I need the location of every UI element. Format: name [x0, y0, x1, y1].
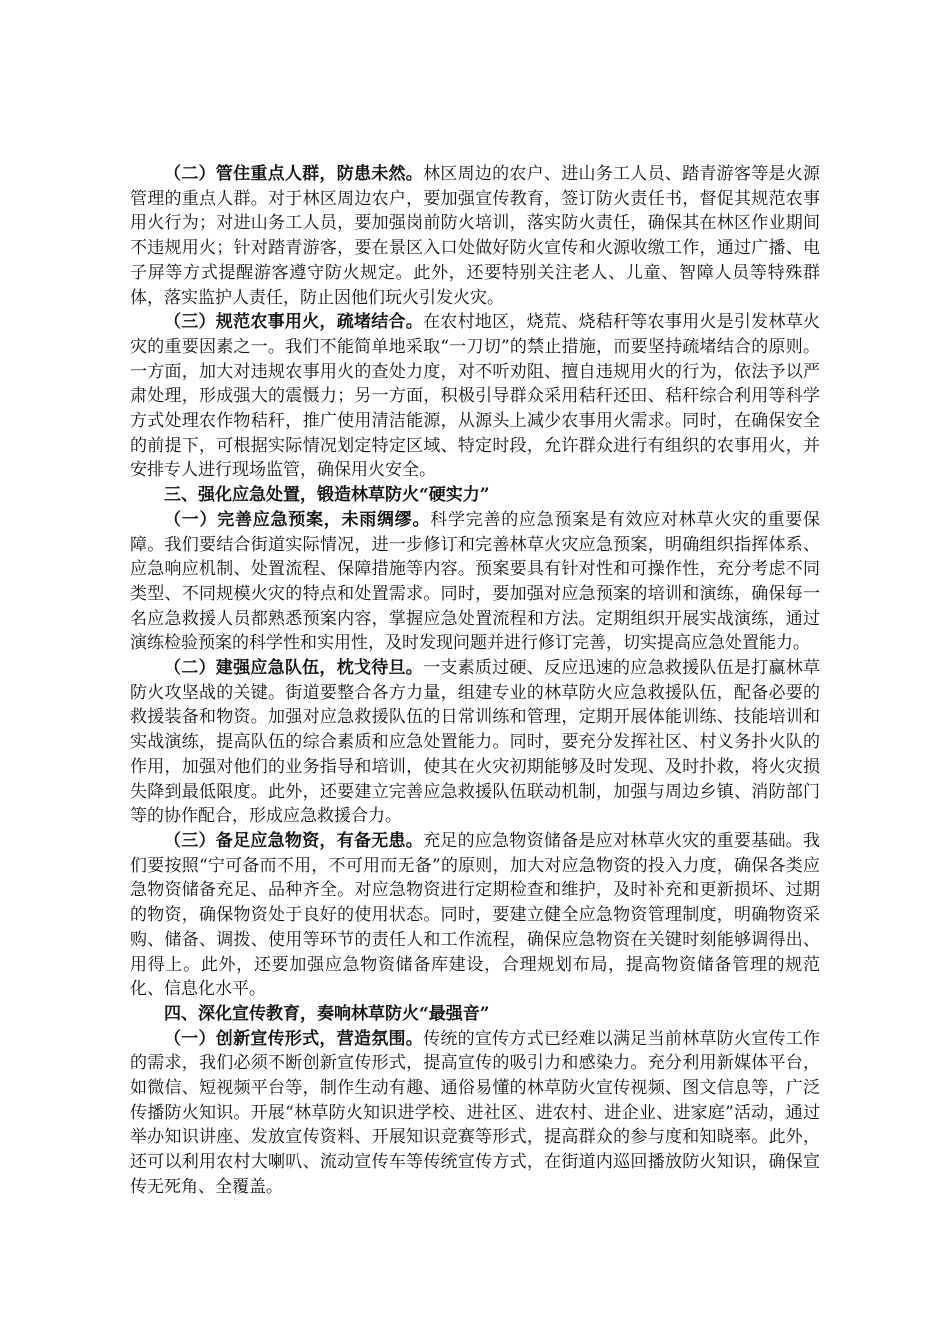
paragraph-lead: （二）管住重点人群，防患未然。: [164, 164, 424, 184]
paragraph-text: 科学完善的应急预案是有效应对林草火灾的重要保障。我们要结合街道实际情况，进一步修订和完善林草火灾应急预案，明确组织指挥体系、应急响应机制、处置流程、保障措施等内容。预案要具有针对性和可操作性，充分考虑不同类型、不同规模火灾的特点和处置需求。同时，要加强对应急预案的培训和演练，确保每一名应急救援人员都熟悉预案内容，掌握应急处置流程和方法。定期组织开展实战演练，通过演练检验预案的科学性和实用性，及时发现问题并进行修订完善，切实提高应急处置能力。: [130, 509, 820, 654]
paragraph-key-groups: [130, 162, 820, 310]
section-heading-publicity: 四、深化宣传教育，奏响林草防火“最强音”: [164, 1003, 490, 1024]
paragraph-emergency-team: [130, 656, 820, 829]
paragraph-text: 在农村地区，烧荒、烧秸秆等农事用火是引发林草火灾的重要因素之一。我们不能简单地采取“一刀切”的禁止措施，而要坚持疏堵结合的原则。一方面，加大对违规农事用火的查处力度，对不听劝阻、擅自违规用火的行为，依法予以严肃处理，形成强大的震慑力；另一方面，积极引导群众采用秸秆还田、秸秆综合利用等科学方式处理农作物秸秆，推广使用清洁能源，从源头上减少农事用火需求。同时，在确保安全的前提下，可根据实际情况划定特定区域、特定时段，允许群众进行有组织的农事用火，并安排专人进行现场监管，确保用火安全。: [130, 312, 821, 481]
paragraph-farm-fire: [130, 310, 820, 483]
paragraph-publicity-forms: [130, 1027, 820, 1200]
paragraph-text: 一支素质过硬、反应迅速的应急救援队伍是打赢林草防火攻坚战的关键。街道要整合各方力量，组建专业的林草防火应急救援队伍，配备必要的救援装备和物资。加强对应急救援队伍的日常训练和管理，定期开展体能训练、技能培训和实战演练，提高队伍的综合素质和应急处置能力。同时，要充分发挥社区、村义务扑火队的作用，加强对他们的业务指导和培训，使其在火灾初期能够及时发现、及时扑救，将火灾损失降到最低限度。此外，还要建立完善应急救援队伍联动机制，加强与周边乡镇、消防部门等的协作配合，形成应急救援合力。: [130, 658, 821, 827]
paragraph-text: 充足的应急物资储备是应对林草火灾的重要基础。我们要按照“宁可备而不用，不可用而无备”的原则，加大对应急物资的投入力度，确保各类应急物资储备充足、品种齐全。对应急物资进行定期检查和维护，及时补充和更新损坏、过期的物资，确保物资处于良好的使用状态。同时，要建立健全应急物资管理制度，明确物资采购、储备、调拨、使用等环节的责任人和工作流程，确保应急物资在关键时刻能够调得出、用得上。此外，还要加强应急物资储备库建设，合理规划布局，提高物资储备管理的规范化、信息化水平。: [130, 830, 821, 1000]
paragraph-lead: （二）建强应急队伍，枕戈待旦。: [164, 658, 424, 679]
paragraph-text: 传统的宣传方式已经难以满足当前林草防火宣传工作的需求，我们必须不断创新宣传形式，提高宣传的吸引力和感染力。充分利用新媒体平台，如微信、短视频平台等，制作生动有趣、通俗易懂的林草防火宣传视频、图文信息等，广泛传播防火知识。开展“林草防火知识进学校、进社区、进农村、进企业、进家庭”活动，通过举办知识讲座、发放宣传资料、开展知识竞赛等形式，提高群众的参与度和知晓率。此外，还可以利用农村大喇叭、流动宣传车等传统宣传方式，在街道内巡回播放防火知识，确保宣传无死角、全覆盖。: [130, 1028, 821, 1197]
paragraph-emergency-plan: [130, 508, 820, 656]
paragraph-lead: （三）规范农事用火，疏堵结合。: [164, 312, 424, 333]
section-heading-emergency: 三、强化应急处置，锻造林草防火“硬实力”: [164, 485, 490, 506]
paragraph-lead: （一）创新宣传形式，营造氛围。: [164, 1028, 424, 1049]
document-body: [130, 162, 820, 1200]
paragraph-text: 林区周边的农户、进山务工人员、踏青游客等是火源管理的重点人群。对于林区周边农户，要加强宣传教育，签订防火责任书，督促其规范农事用火行为；对进山务工人员，要加强岗前防火培训，落实防火责任，确保其在林区作业期间不违规用火；针对踏青游客，要在景区入口处做好防火宣传和火源收缴工作，通过广播、电子屏等方式提醒游客遵守防火规定。此外，还要特别关注老人、儿童、智障人员等特殊群体，落实监护人责任，防止因他们玩火引发火灾。: [130, 164, 821, 308]
paragraph-emergency-supplies: [130, 829, 820, 1002]
paragraph-lead: （三）备足应急物资，有备无患。: [164, 830, 424, 851]
paragraph-lead: （一）完善应急预案，未雨绸缪。: [164, 509, 431, 530]
